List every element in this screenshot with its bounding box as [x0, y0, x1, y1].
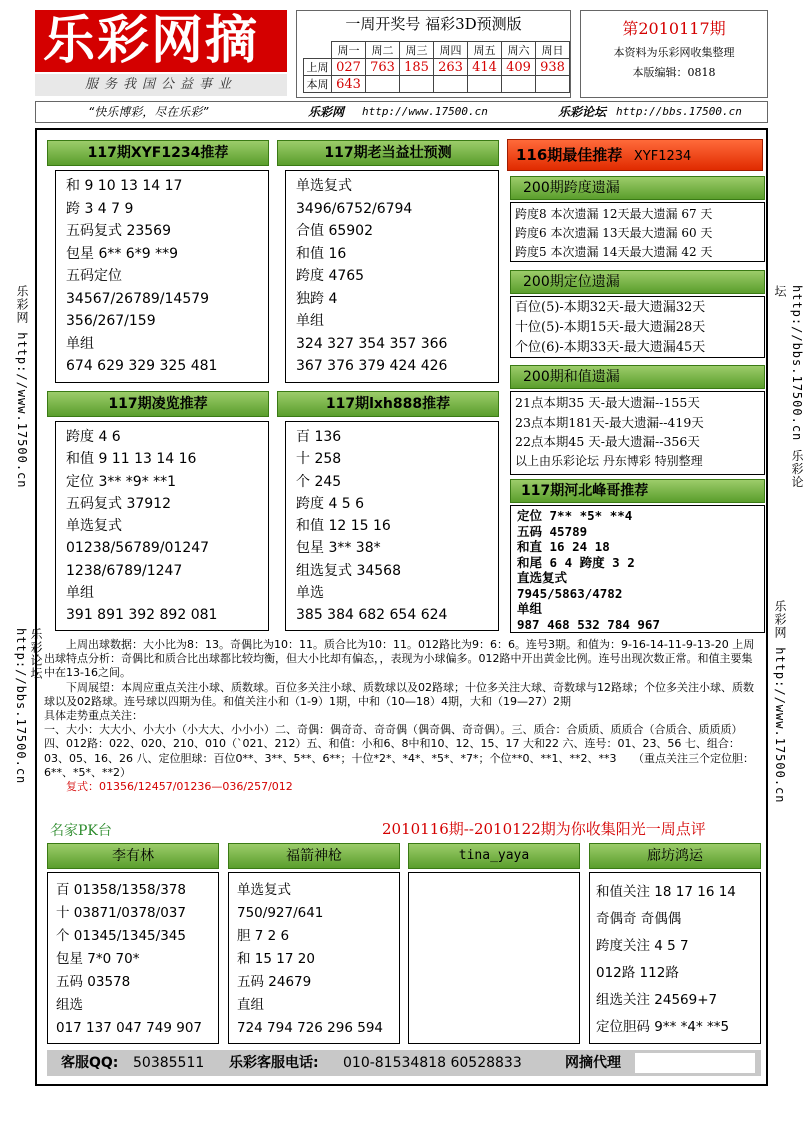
box4-title: 117期lxh888推荐 — [277, 391, 499, 417]
box3-line: 01238/56789/01247 — [66, 540, 210, 557]
footer-agent-box — [635, 1053, 755, 1073]
sum-miss-section — [510, 365, 765, 477]
expert-line: 组选关注 24569+7 — [596, 992, 718, 1008]
expert-line: 五码 24679 — [237, 974, 312, 990]
box3-line: 五码复式 37912 — [66, 495, 171, 512]
box1-line: 跨 3 4 7 9 — [66, 200, 134, 217]
box2-line: 单组 — [296, 313, 324, 329]
draw-number: 409 — [502, 59, 536, 76]
pos-miss-line: 个位(6)-本期33天-最大遗漏45天 — [515, 340, 706, 355]
tagline-bar — [35, 101, 768, 123]
hebei-line: 单组 — [517, 601, 543, 616]
analysis-outlook: 下周展望：本周应重点关注小球、质数球。百位多关注小球、质数球以及02路球；十位多关注大球、奇数球与12路球；个位多关注小球、质数球以及02路球。连号球以四期为佳。和值关注小和（1-9）1期，中和（10—18）4期，大和（19—27）2期 — [44, 680, 754, 708]
expert-name: 廊坊鸿运 — [589, 843, 761, 869]
expert-body — [589, 872, 761, 1044]
box3-line: 单组 — [66, 585, 94, 602]
issue-panel — [580, 10, 768, 98]
tagline-quote: “快乐博彩，尽在乐彩” — [88, 105, 209, 119]
hebei-title: 117期河北峰哥推荐 — [510, 479, 765, 503]
footer-phone: 010-81534818 60528833 — [343, 1055, 522, 1071]
box1-line: 单组 — [66, 335, 94, 352]
expert-2 — [228, 843, 400, 1043]
hebei-line: 定位 7** *5* **4 — [517, 508, 633, 523]
expert-line: 百 01358/1358/378 — [56, 882, 186, 898]
span-miss-body — [510, 202, 765, 262]
analysis-focus-label: 具体走势重点关注： — [44, 709, 143, 723]
footer-agent: 网摘代理 — [565, 1055, 621, 1071]
box3-line: 391 891 392 892 081 — [66, 607, 218, 624]
issue-number: 第2010117期 — [622, 19, 726, 38]
span-miss-section — [510, 176, 765, 264]
box2-title: 117期老当益壮预测 — [277, 140, 499, 166]
expert-4 — [589, 843, 761, 1043]
expert-line: 包星 7*0 70* — [56, 951, 140, 967]
pos-miss-line: 百位(5)-本期32天-最大遗漏32天 — [515, 300, 706, 315]
expert-line: 五码 03578 — [56, 974, 131, 990]
box2-line: 324 327 354 357 366 — [296, 335, 448, 352]
box4-line: 和值 12 15 16 — [296, 518, 391, 535]
draw-number: 763 — [366, 59, 400, 76]
box1-line: 34567/26789/14579 — [66, 290, 210, 307]
sum-miss-body — [510, 391, 765, 475]
side-left-top: 乐彩网 http://www.17500.cn — [15, 285, 29, 489]
expert-body — [228, 872, 400, 1044]
expert-line: 组选 — [56, 997, 83, 1013]
hebei-line: 7945/5863/4782 — [517, 585, 623, 601]
tagline-site1-name: 乐彩网 — [308, 105, 345, 119]
draw-number — [434, 76, 468, 93]
box1-line: 包星 6** 6*9 **9 — [66, 245, 178, 262]
day-header: 周六 — [502, 42, 536, 59]
pos-miss-body — [510, 296, 765, 358]
box1-body — [55, 170, 269, 383]
span-miss-line: 跨度6 本次遗漏 13天最大遗漏 60 天 — [515, 226, 713, 240]
logo-slogan: 服务我国公益事业 — [35, 74, 287, 96]
footer-phone-label: 乐彩客服电话: — [229, 1055, 319, 1071]
draw-number: 938 — [536, 59, 570, 76]
pos-miss-line: 十位(5)-本期15天-最大遗漏28天 — [515, 320, 706, 335]
draw-number — [502, 76, 536, 93]
hebei-line: 987 468 532 784 967 — [517, 616, 660, 632]
box2-line: 跨度 4765 — [296, 268, 365, 284]
expert-1 — [47, 843, 219, 1043]
expert-line: 012路 112路 — [596, 965, 679, 981]
box3-line: 定位 3** *9* **1 — [66, 473, 177, 490]
draw-number — [400, 76, 434, 93]
draw-number: 263 — [434, 59, 468, 76]
side-right-top: http://bbs.17500.cn 乐彩论坛 — [773, 285, 804, 489]
box2-line: 和值 16 — [296, 245, 347, 262]
hebei-line: 直选复式 — [517, 570, 568, 585]
day-header: 周五 — [468, 42, 502, 59]
box4-line: 百 136 — [296, 429, 342, 445]
footer-qq-label: 客服QQ: — [61, 1055, 119, 1071]
box1-line: 和 9 10 13 14 17 — [66, 178, 183, 194]
box1-line: 674 629 329 325 481 — [66, 358, 218, 374]
expert-line: 个 01345/1345/345 — [56, 928, 186, 944]
logo — [35, 10, 287, 98]
hebei-line: 五码 45789 — [517, 523, 588, 539]
pk-banner: 2010116期--2010122期为你收集阳光一周点评 — [382, 820, 706, 838]
span-miss-line: 跨度8 本次遗漏 12天最大遗漏 67 天 — [515, 207, 713, 221]
sum-miss-credit: 以上由乐彩论坛 丹东博彩 特别整理 — [515, 453, 703, 468]
box4-body — [285, 421, 499, 631]
draw-number: 185 — [400, 59, 434, 76]
box3-line: 和值 9 11 13 14 16 — [66, 451, 197, 468]
box4-line: 十 258 — [296, 451, 342, 468]
draw-number: 414 — [468, 59, 502, 76]
day-header: 周日 — [536, 42, 570, 59]
draw-table-panel — [296, 10, 571, 98]
box1-line: 五码定位 — [66, 268, 122, 284]
expert-line: 定位胆码 9** *4* **5 — [596, 1019, 730, 1035]
logo-text: 乐彩网摘 — [43, 11, 260, 71]
expert-line: 奇偶奇 奇偶偶 — [596, 911, 682, 927]
sum-miss-line: 23点本期181天-最大遗漏--419天 — [515, 414, 704, 430]
box2-line: 367 376 379 424 426 — [296, 358, 448, 374]
box3-line: 单选复式 — [66, 518, 122, 535]
expert-line: 单选复式 — [237, 882, 291, 898]
hebei-line: 和尾 6 4 跨度 3 2 — [517, 554, 635, 570]
tagline-site2-name: 乐彩论坛 — [558, 105, 607, 119]
expert-body — [408, 872, 580, 1044]
draw-number: 027 — [332, 59, 366, 76]
box3-line: 1238/6789/1247 — [66, 562, 183, 579]
sum-miss-line: 21点本期35 天-最大遗漏--155天 — [515, 395, 700, 410]
box4-line: 385 384 682 654 624 — [296, 607, 448, 624]
box1 — [47, 140, 269, 385]
expert-line: 和值关注 18 17 16 14 — [596, 884, 736, 900]
sum-miss-title: 200期和值遗漏 — [510, 365, 765, 389]
expert-line: 直组 — [237, 997, 264, 1013]
tagline-site2-url[interactable]: http://bbs.17500.cn — [616, 105, 742, 118]
row-label-this-week: 本周 — [304, 76, 332, 93]
day-header: 周四 — [434, 42, 468, 59]
side-right-bottom: 乐彩网 http://www.17500.cn — [773, 600, 787, 804]
footer-qq[interactable]: 50385511 — [133, 1055, 205, 1071]
issue-note: 本资料为乐彩网收集整理 — [613, 46, 735, 59]
best-name: XYF1234 — [633, 149, 692, 164]
box4-line: 组选复式 34568 — [296, 562, 401, 579]
pos-miss-section — [510, 270, 765, 360]
box4-line: 包星 3** 38* — [296, 540, 381, 557]
box3-body — [55, 421, 269, 631]
expert-line: 750/927/641 — [237, 905, 324, 921]
box2-body — [285, 170, 499, 383]
row-label-last-week: 上周 — [304, 59, 332, 76]
pos-miss-title: 200期定位遗漏 — [510, 270, 765, 294]
analysis-focus: 一、大小：大大小、小大小（小大大、小小小）二、奇偶：偶奇奇、奇奇偶（偶奇偶、奇奇偶）。三、质合：合质质、质质合（合质合、质质质）四、012路：022、020、210、010（`021、212）五、和值：小和6、8中和10、12、15、17 大和22 六、连号：01、23、56 七、组合：03、05、16、26 八、定位胆球：百位0**、3**、5**、6**；十位*2*、*4*、*5*、*7*；个位**0、**1、**2、**3 （重点关注三个定位胆：6**、*5*、**2） — [44, 723, 754, 779]
analysis-block — [44, 638, 762, 794]
box4-line: 跨度 4 5 6 — [296, 495, 365, 512]
box4 — [277, 391, 499, 636]
expert-line: 跨度关注 4 5 7 — [596, 938, 689, 954]
box1-title: 117期XYF1234推荐 — [47, 140, 269, 166]
box1-line: 356/267/159 — [66, 313, 156, 329]
issue-editor: 本版编辑：0818 — [632, 66, 716, 79]
draw-table-title: 一周开奖号 福彩3D预测版 — [345, 15, 522, 33]
expert-line: 724 794 726 296 594 — [237, 1020, 384, 1036]
day-header: 周二 — [366, 42, 400, 59]
box4-line: 个 245 — [296, 473, 342, 490]
expert-line: 017 137 047 749 907 — [56, 1020, 203, 1036]
box3-line: 跨度 4 6 — [66, 429, 121, 445]
draw-number — [366, 76, 400, 93]
box2-line: 单选复式 — [296, 178, 352, 194]
hebei-section — [510, 479, 765, 637]
footer-bar — [47, 1050, 761, 1076]
analysis-last-week: 上周出球数据：大小比为8：13。奇偶比为10：11。质合比为10：11。012路比为9：6：6。连号3期。和值为：9-16-14-11-9-13-20 上周出球特点分析：奇偶比和质合比出球都比较均衡，但大小比却有偏态，，表现为小球偏多。012路中开出黄金比例。连号出现次数正常。和值主要集中在13-16之间。 — [44, 638, 755, 680]
box2-line: 独跨 4 — [296, 290, 338, 307]
box2-line: 3496/6752/6794 — [296, 200, 413, 217]
span-miss-title: 200期跨度遗漏 — [510, 176, 765, 200]
expert-line: 和 15 17 20 — [237, 951, 315, 967]
box2 — [277, 140, 499, 385]
draw-number — [468, 76, 502, 93]
expert-3 — [408, 843, 580, 1043]
draw-number: 643 — [332, 76, 366, 93]
box3 — [47, 391, 269, 636]
expert-line: 十 03871/0378/037 — [56, 905, 186, 921]
expert-name: 李有林 — [47, 843, 219, 869]
sum-miss-line: 22点本期45 天-最大遗漏--356天 — [515, 434, 700, 449]
expert-name: tina_yaya — [408, 843, 580, 869]
side-left-bottom: 乐彩论坛 http://bbs.17500.cn — [14, 628, 43, 785]
day-header: 周一 — [332, 42, 366, 59]
expert-line: 胆 7 2 6 — [237, 928, 290, 944]
best-title: 116期最佳推荐 — [516, 146, 623, 164]
day-header: 周三 — [400, 42, 434, 59]
hebei-line: 和直 16 24 18 — [517, 539, 610, 554]
logo-text-block — [35, 10, 287, 72]
span-miss-line: 跨度5 本次遗漏 14天最大遗漏 42 天 — [515, 245, 713, 259]
expert-body — [47, 872, 219, 1044]
tagline-site1-url[interactable]: http://www.17500.cn — [362, 105, 488, 118]
draw-table — [303, 41, 570, 93]
hebei-body — [510, 505, 765, 633]
box1-line: 五码复式 23569 — [66, 223, 171, 239]
pk-label: 名家PK台 — [50, 823, 112, 839]
best-recommend-banner — [507, 139, 763, 171]
box4-line: 单选 — [296, 585, 324, 602]
box2-line: 合值 65902 — [296, 223, 373, 239]
box3-title: 117期凌览推荐 — [47, 391, 269, 417]
expert-name: 福箭神枪 — [228, 843, 400, 869]
analysis-fushi: 复式：01356/12457/01236—036/257/012 — [66, 780, 293, 794]
draw-number — [536, 76, 570, 93]
